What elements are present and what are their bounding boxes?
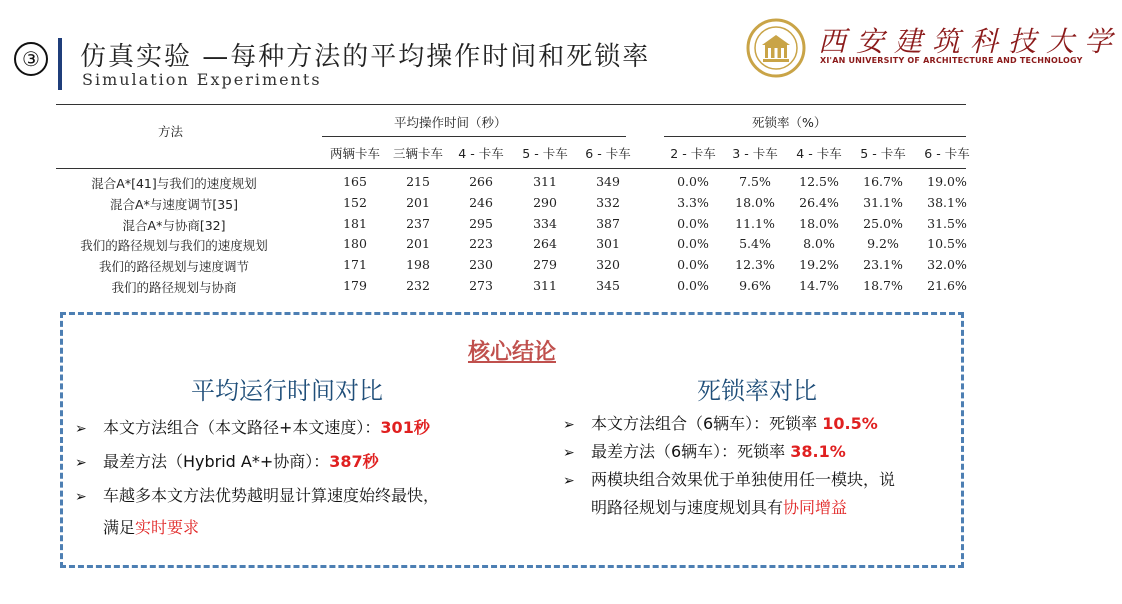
arrow-bullet-icon: ➢: [75, 421, 87, 437]
arrow-bullet-icon: ➢: [75, 489, 87, 505]
table-cell-time: 180: [343, 236, 367, 252]
table-cell-time: 246: [469, 194, 493, 210]
table-cell-time: 266: [469, 174, 493, 189]
table-cell-deadlock: 12.3%: [735, 257, 775, 273]
table-cell-deadlock: 8.0%: [803, 236, 835, 252]
table-cell-deadlock: 9.2%: [867, 236, 899, 252]
title-accent-bar: [58, 38, 62, 90]
right-bullet-3-highlight: 协同增益: [783, 498, 848, 517]
table-cell-deadlock: 18.0%: [799, 215, 839, 231]
deadlock-group-rule: [664, 136, 966, 137]
table-cell-time: 290: [533, 194, 557, 210]
right-bullet-3-cont: [591, 495, 847, 518]
table-cell-deadlock: 23.1%: [863, 257, 903, 273]
table-cell-deadlock: 38.1%: [927, 194, 967, 210]
table-cell-deadlock: 19.0%: [927, 174, 967, 189]
right-bullet-3-line1: 两模块组合效果优于单独使用任一模块，说: [591, 470, 896, 489]
arrow-bullet-icon: ➢: [563, 417, 575, 433]
table-cell-time: 295: [469, 215, 493, 231]
table-top-rule: [56, 104, 966, 105]
table-cell-deadlock: 31.5%: [927, 215, 967, 231]
deadlock-col-header: 5 - 卡车: [860, 146, 906, 161]
right-bullet-2: [563, 439, 846, 462]
conclusion-box: [60, 312, 964, 568]
table-cell-time: 279: [533, 257, 557, 273]
table-cell-deadlock: 31.1%: [863, 194, 903, 210]
deadlock-col-header: 3 - 卡车: [732, 146, 778, 161]
table-cell-deadlock: 0.0%: [677, 174, 709, 189]
right-bullet-1-text: 本文方法组合（6辆车）：死锁率: [591, 414, 823, 433]
page-subtitle: Simulation Experiments: [82, 70, 322, 89]
section-number: ③: [14, 42, 48, 76]
table-cell-time: 201: [406, 236, 430, 252]
table-cell-deadlock: 32.0%: [927, 257, 967, 273]
left-bullet-3-line1: 车越多本文方法优势越明显计算速度始终最快，: [103, 486, 440, 505]
table-cell-time: 311: [533, 278, 557, 293]
table-cell-deadlock: 26.4%: [799, 194, 839, 210]
right-bullet-2-value: 38.1%: [790, 442, 846, 461]
table-cell-deadlock: 12.5%: [799, 174, 839, 189]
table-row-method: 混合A*[41]与我们的速度规划: [91, 176, 257, 191]
time-col-header: 两辆卡车: [329, 146, 380, 161]
time-col-header: 三辆卡车: [392, 146, 443, 161]
table-row-method: 我们的路径规划与我们的速度规划: [80, 238, 268, 254]
arrow-bullet-icon: ➢: [563, 445, 575, 461]
table-cell-deadlock: 18.0%: [735, 194, 775, 210]
table-cell-time: 232: [406, 278, 430, 293]
left-bullet-2-text: 最差方法（Hybrid A*+协商）：: [103, 452, 330, 471]
table-cell-deadlock: 9.6%: [739, 278, 771, 293]
table-row-method: 混合A*与协商[32]: [122, 217, 226, 233]
deadlock-col-header: 4 - 卡车: [796, 146, 842, 161]
deadlock-col-header: 2 - 卡车: [670, 146, 716, 161]
table-row-method: 我们的路径规划与速度调节: [98, 259, 249, 275]
arrow-bullet-icon: ➢: [563, 473, 575, 489]
table-row-method: 我们的路径规划与协商: [111, 280, 237, 295]
table-cell-deadlock: 0.0%: [677, 236, 709, 252]
arrow-bullet-icon: ➢: [75, 455, 87, 471]
university-name-cn: 西安建筑科技大学: [818, 25, 1122, 58]
table-cell-deadlock: 14.7%: [799, 278, 839, 293]
table-cell-deadlock: 19.2%: [799, 257, 839, 273]
right-bullet-2-text: 最差方法（6辆车）：死锁率: [591, 442, 791, 461]
table-cell-time: 301: [596, 236, 620, 252]
table-cell-time: 320: [596, 257, 620, 273]
page-title: 仿真实验 —每种方法的平均操作时间和死锁率: [80, 42, 651, 72]
time-col-header: 4 - 卡车: [458, 146, 504, 161]
results-table: [56, 104, 970, 304]
table-row-method: 混合A*与速度调节[35]: [110, 196, 238, 212]
right-heading: 死锁率对比: [697, 377, 817, 405]
table-cell-time: 349: [596, 174, 620, 189]
table-cell-time: 311: [533, 174, 557, 189]
right-bullet-1-value: 10.5%: [822, 414, 878, 433]
time-group-rule: [322, 136, 626, 137]
table-cell-time: 223: [469, 236, 493, 252]
time-col-header: 5 - 卡车: [522, 146, 568, 161]
table-cell-time: 332: [596, 194, 620, 210]
left-bullet-3: [75, 483, 439, 506]
table-cell-deadlock: 0.0%: [677, 278, 709, 293]
left-bullet-1-value: 301秒: [380, 418, 430, 437]
deadlock-group-header: 死锁率（%）: [752, 115, 827, 130]
table-cell-time: 181: [343, 215, 367, 231]
table-cell-deadlock: 3.3%: [677, 194, 709, 210]
time-group-header: 平均操作时间（秒）: [394, 115, 507, 130]
table-cell-time: 171: [343, 257, 367, 273]
left-bullet-3-cont: [103, 515, 199, 538]
table-cell-deadlock: 11.1%: [735, 215, 775, 231]
table-cell-deadlock: 25.0%: [863, 215, 903, 231]
university-name-en: XI'AN UNIVERSITY OF ARCHITECTURE AND TECHNOLOGY: [820, 56, 1083, 65]
method-header: 方法: [158, 124, 184, 139]
table-cell-time: 345: [596, 278, 620, 293]
left-heading: 平均运行时间对比: [191, 377, 383, 405]
table-header-rule: [56, 168, 966, 169]
table-cell-time: 237: [406, 215, 430, 231]
left-bullet-3-line2: 满足: [103, 518, 136, 537]
left-bullet-2: [75, 449, 379, 472]
left-bullet-2-value: 387秒: [329, 452, 379, 471]
table-cell-time: 264: [533, 236, 557, 252]
table-cell-deadlock: 16.7%: [863, 174, 903, 189]
table-cell-time: 165: [343, 174, 367, 189]
conclusion-title: 核心结论: [467, 340, 556, 365]
table-cell-deadlock: 0.0%: [677, 257, 709, 273]
table-cell-time: 152: [343, 194, 367, 210]
table-cell-time: 334: [533, 215, 557, 231]
table-cell-time: 179: [343, 278, 367, 293]
right-bullet-1: [563, 411, 878, 434]
table-cell-time: 198: [406, 257, 430, 273]
table-cell-deadlock: 10.5%: [927, 236, 967, 252]
right-bullet-3: [563, 467, 895, 490]
left-bullet-3-highlight: 实时要求: [135, 518, 200, 537]
table-cell-time: 387: [596, 215, 620, 231]
table-cell-time: 215: [406, 174, 430, 189]
table-cell-time: 273: [469, 278, 493, 293]
table-cell-time: 201: [406, 194, 430, 210]
right-bullet-3-line2: 明路径规划与速度规划具有: [591, 498, 784, 517]
table-cell-time: 230: [469, 257, 493, 273]
table-cell-deadlock: 18.7%: [863, 278, 903, 293]
table-cell-deadlock: 7.5%: [739, 174, 771, 189]
university-seal-icon: [746, 18, 806, 78]
time-col-header: 6 - 卡车: [585, 146, 631, 161]
left-bullet-1: [75, 415, 430, 438]
table-cell-deadlock: 0.0%: [677, 215, 709, 231]
deadlock-col-header: 6 - 卡车: [924, 146, 970, 161]
table-cell-deadlock: 5.4%: [739, 236, 771, 252]
table-cell-deadlock: 21.6%: [927, 278, 967, 293]
left-bullet-1-text: 本文方法组合（本文路径+本文速度）：: [103, 418, 381, 437]
